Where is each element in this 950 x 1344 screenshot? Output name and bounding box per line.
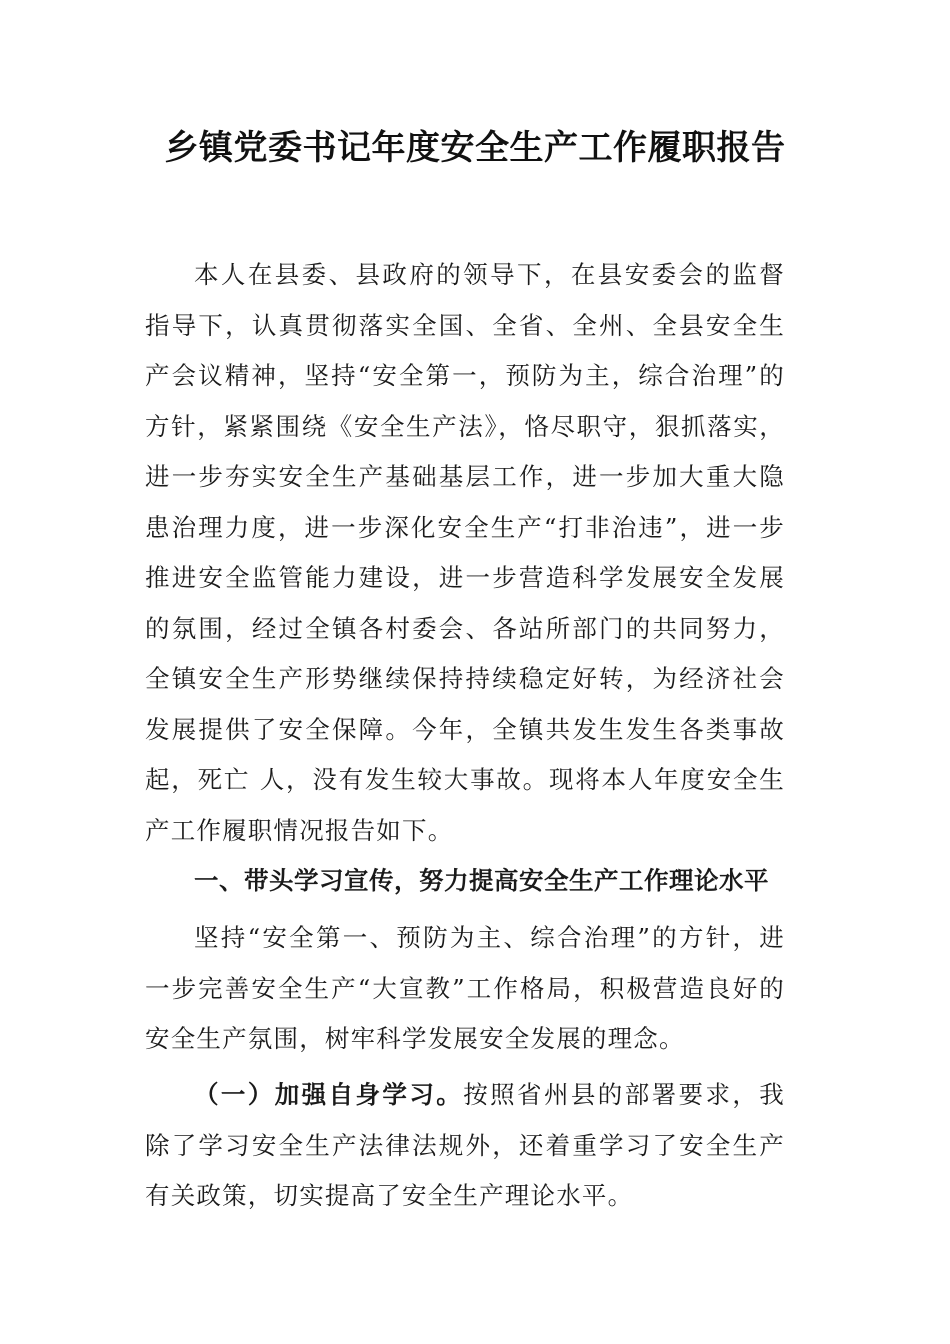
document-title: 乡镇党委书记年度安全生产工作履职报告	[164, 128, 786, 168]
intro-paragraph: 本人在县委、县政府的领导下，在县安委会的监督指导下，认真贯彻落实全国、全省、全州、全县安全生产会议精神，坚持“安全第一，预防为主，综合治理”的方针，紧紧围绕《安全生产法》，恪尽职守，狠抓落实，进一步夯实安全生产基础基层工作，进一步加大重大隐患治理力度，进一步深化安全生产“打非治违”，进一步推进安全监管能力建设，进一步营造科学发展安全发展的氛围，经过全镇各村委会、各站所部门的共同努力，全镇安全生产形势继续保持持续稳定好转，为经济社会发展提供了安全保障。今年，全镇共发生发生各类事故 起，死亡 人，没有发生较大事故。现将本人年度安全生产工作履职情况报告如下。	[145, 260, 785, 845]
section-1-heading: 一、带头学习宣传，努力提高安全生产工作理论水平	[194, 866, 769, 895]
subsection-1-text: 按照省州县的部署要求，我除了学习安全生产法律法规外，还着重学习了安全生产有关政策，切实提高了安全生产理论水平。	[145, 1080, 785, 1210]
subsection-1-lead: （一）加强自身学习。	[194, 1080, 464, 1109]
subsection-1-paragraph	[145, 1070, 785, 1222]
section-1-paragraph: 坚持“安全第一、预防为主、综合治理”的方针，进一步完善安全生产“大宣教”工作格局，积极营造良好的安全生产氛围，树牢科学发展安全发展的理念。	[145, 923, 785, 1053]
